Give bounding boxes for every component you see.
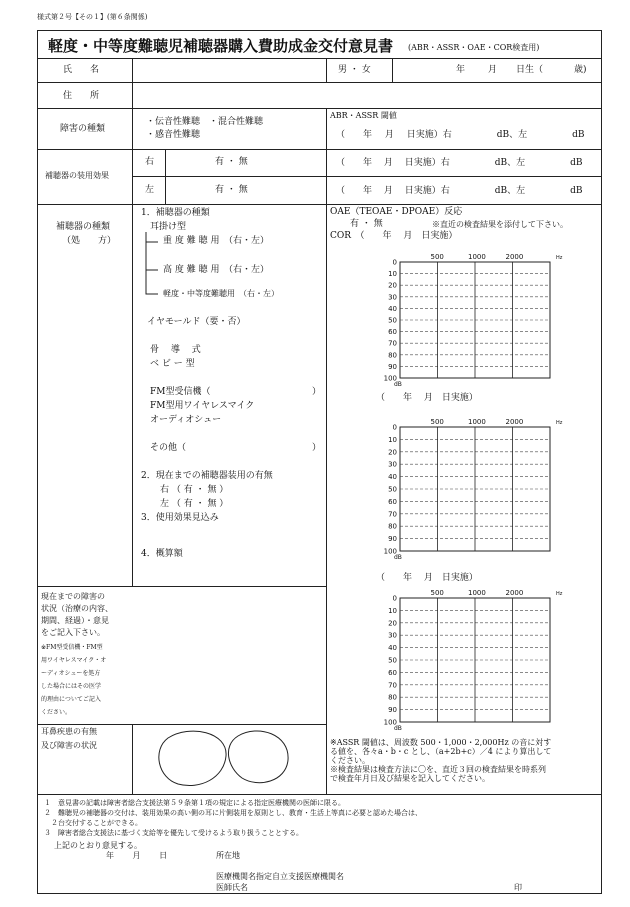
ear-disease-label-2: 及び障害の状況 (41, 741, 97, 750)
device-fm1[interactable]: FM型受信機（ (150, 387, 211, 397)
audiogram-2[interactable] (360, 415, 575, 563)
audiogram-level-label: 40 (388, 473, 397, 482)
birth-month: 月 (488, 65, 498, 75)
audiogram-level-label: 90 (388, 535, 397, 544)
abr-title: ABR・ASSR 閾値 (330, 111, 397, 120)
disability-option-2[interactable]: ・感音性難聴 (146, 130, 201, 140)
history-note-5: 的理由についてご記入 (41, 696, 101, 703)
history-note-6: ください。 (41, 709, 72, 716)
audiogram-hz-label: Hz (556, 420, 563, 426)
audiogram-unit-label: dB (394, 554, 402, 561)
effect-left-label: 左 (145, 185, 155, 195)
history-line-3: 期間、経過）・意見 (41, 616, 109, 625)
effect-right-label: 右 (145, 157, 155, 167)
remark-1: ※ASSR 閾値は、周波数 500・1,000・2,000Hz の音に対す (330, 738, 552, 747)
history-note-2: 用ワイヤレスマイク・オ (41, 657, 107, 664)
note-2: ２ 難聴児の補聴器の交付は、装用効果の高い側の耳に片側装用を原則とし、教育・生活上等真に必要と認めた場合は、 (44, 809, 422, 817)
device-other[interactable]: その他（ (150, 443, 187, 453)
audiogram-level-label: 80 (388, 693, 397, 702)
audiogram-freq-label: 2000 (505, 253, 524, 261)
audiogram-3-date[interactable]: （ 年 月 日実施） (376, 573, 478, 583)
device-bone[interactable]: 骨 導 式 (150, 345, 201, 355)
oae-title: OAE（TEOAE・DPOAE）反応 (330, 207, 463, 217)
audiogram-freq-label: 500 (430, 589, 444, 597)
audiogram-level-label: 30 (388, 460, 397, 469)
footer-date[interactable]: 年 月 日 (106, 851, 168, 860)
bracket-lines (142, 232, 162, 298)
audiogram-freq-label: 2000 (505, 589, 524, 597)
audiogram-level-label: 50 (388, 656, 397, 665)
audiogram-level-label: 100 (383, 718, 397, 727)
abr-row-1[interactable]: （ 年 月 日実施）右 dB、左 dB (336, 130, 585, 140)
audiogram-freq-label: 1000 (468, 589, 486, 597)
history-note-4: した場合にはその医学 (41, 683, 102, 690)
audiogram-level-label: 100 (383, 547, 397, 556)
device-label: 補聴器の種類 (56, 222, 111, 232)
device-heading-1: 1．補聴器の種類 (141, 208, 210, 218)
history-note-3: ーディオシューを処方 (41, 670, 101, 677)
audiogram-level-label: 10 (388, 606, 397, 615)
audiogram-hz-label: Hz (556, 591, 563, 597)
audiogram-level-label: 10 (388, 435, 397, 444)
device-mild[interactable]: 軽度・中等度難聴用 （右・左） (163, 289, 279, 298)
audiogram-level-label: 50 (388, 316, 397, 325)
device-baby[interactable]: ベ ビ ー 型 (150, 359, 195, 369)
address-label: 住 所 (63, 91, 100, 101)
ear-disease-label-1: 耳鼻疾患の有無 (41, 727, 97, 736)
device-heading-4: 4．概算額 (141, 549, 183, 559)
audiogram-unit-label: dB (394, 725, 402, 732)
disability-option-1[interactable]: ・伝音性難聴 ・混合性難聴 (146, 117, 264, 127)
audiogram-level-label: 20 (388, 619, 397, 628)
form-id: 様式第２号【その１】(第６条関係) (37, 13, 148, 21)
effect-left-choice[interactable]: 有 ・ 無 (215, 185, 248, 195)
remark-4: ※検査結果は検査方法に〇を、直近３回の検査結果を時系列 (330, 765, 546, 774)
device-fm2[interactable]: FM型用ワイヤレスマイク (150, 401, 255, 411)
audiogram-level-label: 50 (388, 485, 397, 494)
device-audio[interactable]: オーディオシュー (150, 415, 222, 425)
audiogram-level-label: 60 (388, 328, 397, 337)
device-mold[interactable]: イヤモールド（要・否） (147, 317, 246, 327)
history-line-4: をご記入下さい。 (41, 628, 105, 637)
device-use-left[interactable]: 左 （ 有 ・ 無 ） (160, 499, 229, 509)
remarks (330, 738, 600, 783)
history-line-1: 現在までの障害の (41, 592, 105, 601)
remark-5: で検査年月日及び結果を記入してください。 (330, 774, 490, 783)
history-note-1: ※FM型受信機・FM型 (41, 644, 103, 651)
abr-row-2[interactable]: （ 年 月 日実施）右 dB、左 dB (336, 158, 583, 168)
birth-day: 日生（ (516, 65, 544, 75)
device-heading-3: 3．使用効果見込み (141, 513, 219, 523)
birth-year: 年 (456, 65, 466, 75)
note-3: ２台交付することができる。 (44, 819, 142, 827)
audiogram-freq-label: 1000 (468, 418, 486, 426)
audiogram-level-label: 70 (388, 339, 397, 348)
audiogram-3[interactable] (360, 586, 575, 734)
audiogram-level-label: 0 (392, 423, 397, 432)
audiogram-level-label: 100 (383, 374, 397, 383)
audiogram-freq-label: 500 (430, 253, 444, 261)
eardrum-diagram (150, 726, 320, 792)
audiogram-1[interactable] (360, 250, 575, 390)
audiogram-freq-label: 500 (430, 418, 444, 426)
device-ear-hook: 耳掛け型 (150, 222, 187, 232)
audiogram-freq-label: 1000 (468, 253, 486, 261)
history-label (41, 591, 131, 719)
device-fm1-end: ） (312, 387, 322, 397)
footer-seal: 印 (514, 883, 522, 892)
audiogram-level-label: 60 (388, 497, 397, 506)
history-line-2: 状況（治療の内容、 (41, 604, 113, 613)
address-field[interactable] (134, 84, 594, 106)
audiogram-level-label: 0 (392, 258, 397, 267)
note-1: １ 意見書の記載は障害者総合支援法第５９条第１項の規定による指定医療機関の医師に限る。 (44, 799, 345, 807)
device-other-end: ） (312, 443, 322, 453)
cor-row[interactable]: COR （ 年 月 日実施） (330, 231, 458, 241)
page-title: 軽度・中等度難聴児補聴器購入費助成金交付意見書 (48, 37, 394, 55)
oae-choice[interactable]: 有 ・ 無 (350, 219, 383, 229)
footer-doctor[interactable]: 医師氏名 (216, 883, 248, 892)
footer-statement: 上記のとおり意見する。 (54, 841, 142, 850)
remark-2: る値を、各々a・b・c とし、（a+2b+c）／4 により算出して (330, 747, 552, 756)
audiogram-level-label: 20 (388, 281, 397, 290)
audiogram-level-label: 0 (392, 594, 397, 603)
audiogram-unit-label: dB (394, 381, 402, 388)
audiogram-level-label: 80 (388, 522, 397, 531)
oae-note: ※直近の検査結果を添付して下さい。 (432, 220, 568, 229)
audiogram-level-label: 40 (388, 304, 397, 313)
footer-institution[interactable]: 医療機関名指定自立支援医療機関名 (216, 872, 344, 881)
audiogram-level-label: 30 (388, 631, 397, 640)
footer-location[interactable]: 所在地 (216, 851, 240, 860)
title-subtitle: (ABR・ASSR・OAE・COR検査用) (408, 43, 540, 52)
device-label-sub: （処 方） (62, 236, 117, 246)
audiogram-level-label: 90 (388, 362, 397, 371)
disability-label: 障害の種類 (60, 124, 106, 134)
abr-row-3[interactable]: （ 年 月 日実施）右 dB、左 dB (336, 186, 583, 196)
audiogram-level-label: 10 (388, 270, 397, 279)
audiogram-hz-label: Hz (556, 255, 563, 261)
name-label: 氏 名 (63, 65, 100, 75)
age-label: 歳) (574, 65, 587, 75)
effect-right-choice[interactable]: 有 ・ 無 (215, 157, 248, 167)
audiogram-level-label: 30 (388, 293, 397, 302)
audiogram-level-label: 70 (388, 510, 397, 519)
sex-choice[interactable]: 男 ・ 女 (338, 65, 371, 75)
audiogram-level-label: 70 (388, 681, 397, 690)
device-heavy[interactable]: 重 度 難 聴 用 （右・左） (163, 236, 269, 246)
effect-label: 補聴器の装用効果 (45, 171, 109, 180)
device-high[interactable]: 高 度 難 聴 用 （右・左） (163, 265, 269, 275)
remark-3: ください。 (330, 756, 370, 765)
audiogram-level-label: 20 (388, 448, 397, 457)
audiogram-2-date[interactable]: （ 年 月 日実施） (376, 393, 478, 403)
note-4: ３ 障害者総合支援法に基づく支給等を優先して受けるよう取り扱うこととする。 (44, 829, 303, 837)
audiogram-level-label: 40 (388, 644, 397, 653)
device-heading-2: 2．現在までの補聴器装用の有無 (141, 471, 273, 481)
audiogram-level-label: 60 (388, 668, 397, 677)
audiogram-level-label: 90 (388, 706, 397, 715)
device-use-right[interactable]: 右 （ 有 ・ 無 ） (160, 485, 229, 495)
audiogram-freq-label: 2000 (505, 418, 524, 426)
audiogram-level-label: 80 (388, 351, 397, 360)
name-field[interactable] (134, 60, 324, 80)
